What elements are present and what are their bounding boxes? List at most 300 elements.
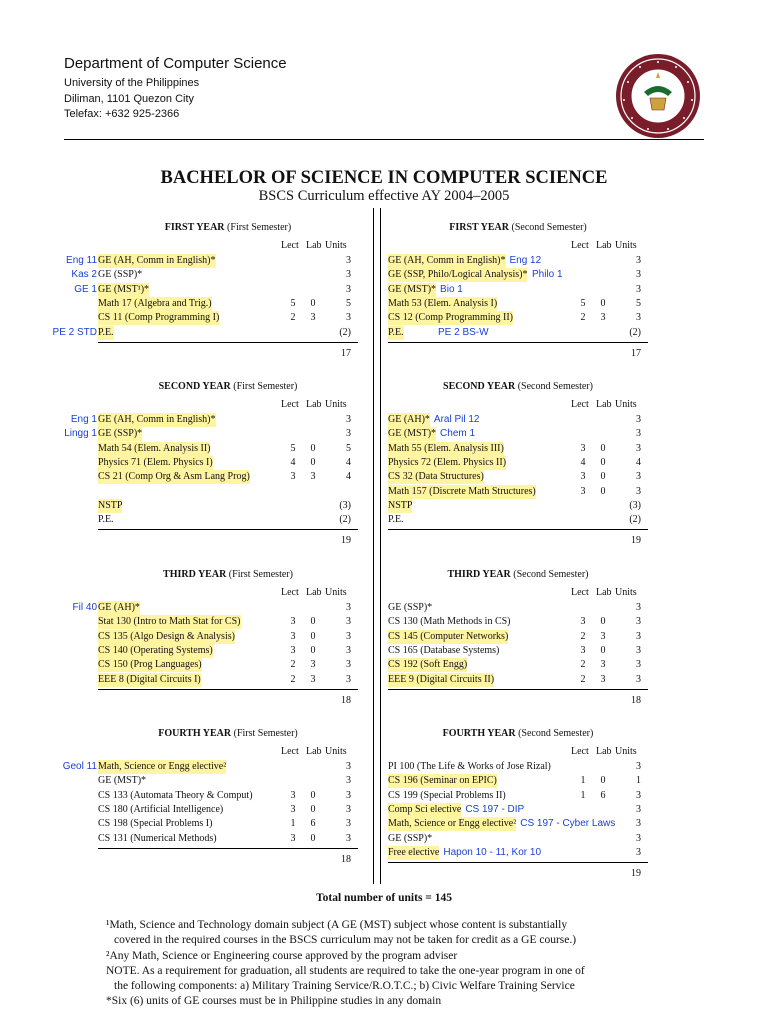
course-units: 3 [346,616,351,628]
course-units: 3 [636,269,641,281]
handwritten-note: Lingg 1 [64,428,97,440]
year-label: SECOND YEAR [443,381,516,392]
lab-hours: 3 [600,659,606,671]
term-label: (Second Semester) [515,381,593,392]
course-units: 3 [636,414,641,425]
semester-total: 18 [341,694,351,706]
term-label: (First Semester) [231,728,298,739]
course-row [388,499,648,513]
handwritten-note: PE 2 BS-W [438,326,489,338]
semester-total-rule [388,342,648,343]
handwritten-note: PE 2 STD [52,326,97,338]
lab-hours: 3 [310,673,316,685]
course-units: (3) [629,499,641,511]
lab-hours: 0 [600,485,606,497]
column-header-lab: Lab [306,587,322,598]
course-units: 5 [346,297,351,309]
course-row [388,470,648,484]
telefax: Telefax: +632 925-2366 [64,108,180,120]
lecture-hours: 4 [580,456,586,468]
course-units: 3 [636,644,641,656]
lab-hours: 0 [310,644,316,656]
course-row [388,774,648,788]
course-name: GE (SSP)* [98,428,143,440]
column-header-lect: Lect [571,399,589,410]
course-row [388,456,648,470]
semester-total: 19 [631,868,641,880]
course-name: CS 32 (Data Structures) [388,471,484,483]
course-units: 3 [636,789,641,801]
course-name: CS 131 (Numerical Methods) [98,832,217,844]
handwritten-note: Eng 11 [66,255,97,266]
course-name: GE (AH)* [98,602,140,613]
course-name: P.E. [98,514,114,526]
course-row [98,311,358,325]
course-row [98,254,358,268]
course-name: CS 192 (Soft Engg) [388,659,468,671]
course-row [388,601,648,615]
footnote-line: NOTE. As a requirement for graduation, all students are required to take the one-year program in one of [106,964,585,977]
course-name: Math 157 (Discrete Math Structures) [388,485,536,497]
column-header-lab: Lab [596,746,612,757]
course-units: 3 [346,255,351,266]
column-header-units: Units [615,746,637,757]
lab-hours: 0 [310,297,316,309]
semester-total: 18 [631,694,641,706]
course-units: 3 [636,442,641,454]
column-header-units: Units [615,240,637,251]
course-row [388,297,648,311]
year-label: FOURTH YEAR [158,728,232,739]
handwritten-note: Aral Pil 12 [433,414,480,425]
course-units: 3 [346,803,351,815]
term-label: (Second Semester) [515,728,594,739]
lab-hours: 0 [600,456,606,468]
handwritten-note: Chem 1 [440,428,476,440]
footnote-line: covered in the required courses in the BSCS curriculum may not be taken for credit as a GE course.) [114,934,577,947]
course-units: 5 [346,442,351,454]
course-units: (3) [339,499,351,511]
lab-hours: 0 [600,775,606,787]
course-name: Physics 71 (Elem. Physics I) [98,456,213,468]
course-units: 3 [636,659,641,671]
handwritten-note: Eng 12 [509,255,542,266]
course-row [388,644,648,658]
course-units: (2) [629,514,641,526]
course-name: P.E. [388,514,404,526]
column-header-lect: Lect [281,746,299,757]
course-row [388,630,648,644]
lab-hours: 3 [310,312,316,324]
course-row [388,513,648,527]
lab-hours: 0 [600,616,606,628]
semester-total-rule [98,689,358,690]
course-name: CS 130 (Math Methods in CS) [388,616,511,628]
course-units: (2) [339,514,351,526]
term-label: (Second Semester) [510,569,589,580]
course-row [98,630,358,644]
course-units: 3 [636,485,641,497]
lecture-hours: 5 [290,297,296,309]
footnote-line: *Six (6) units of GE courses must be in Philippine studies in any domain [106,995,442,1008]
term-label: (First Semester) [226,569,293,580]
course-row [98,456,358,470]
semester-title [98,728,358,739]
lecture-hours: 3 [290,630,296,642]
column-header-lect: Lect [571,587,589,598]
lecture-hours: 2 [290,659,296,671]
course-row [98,601,358,615]
course-name: Math 17 (Algebra and Trig.) [98,297,212,309]
column-header-lect: Lect [281,587,299,598]
course-row [98,442,358,456]
column-header-units: Units [325,587,347,598]
lab-hours: 0 [310,630,316,642]
lecture-hours: 3 [580,616,586,628]
course-row [98,658,358,672]
course-row [388,832,648,846]
semester-total: 19 [341,535,351,547]
handwritten-note: CS 197 - DIP [465,803,525,815]
lab-hours: 6 [600,789,606,801]
course-name: Math, Science or Engg elective² [98,761,227,772]
course-units: 3 [346,602,351,613]
course-row [98,803,358,817]
course-name: Stat 130 (Intro to Math Stat for CS) [98,616,241,628]
course-name: Comp Sci elective [388,803,462,815]
lecture-hours: 3 [290,832,296,844]
university-seal-icon [614,52,702,140]
course-name: P.E. [98,326,114,338]
semester-total: 17 [631,347,641,359]
course-row [388,485,648,499]
column-header-lab: Lab [596,399,612,410]
course-units: 3 [346,283,351,295]
lecture-hours: 1 [580,789,586,801]
course-units: 3 [636,616,641,628]
column-header-lab: Lab [596,587,612,598]
column-header-units: Units [325,746,347,757]
lab-hours: 0 [310,789,316,801]
course-units: 3 [636,428,641,440]
lecture-hours: 3 [290,471,296,483]
course-units: 3 [636,818,641,830]
course-row [388,615,648,629]
course-name: Math 53 (Elem. Analysis I) [388,297,498,309]
course-row [98,413,358,427]
course-row [98,297,358,311]
course-name: GE (AH, Comm in English)* [98,414,216,425]
course-name: PI 100 (The Life & Works of Jose Rizal) [388,761,551,772]
course-units: 3 [636,832,641,844]
year-label: THIRD YEAR [163,569,227,580]
handwritten-note: Fil 40 [72,602,97,613]
semester-total-rule [388,862,648,863]
course-units: 3 [636,283,641,295]
lab-hours: 0 [310,832,316,844]
handwritten-note: Hapon 10 - 11, Kor 10 [443,846,541,858]
course-units: (2) [629,326,641,338]
course-units: 3 [346,312,351,324]
course-row [388,760,648,774]
course-name: CS 150 (Prog Languages) [98,659,202,671]
course-row [388,442,648,456]
course-row [98,427,358,441]
footnote-line: the following components: a) Military Training Service/R.O.T.C.; b) Civic Welfare Training Service [114,980,575,993]
column-header-lab: Lab [306,746,322,757]
course-name: P.E. [388,326,404,338]
course-units: 3 [346,775,351,787]
footnote-line: ²Any Math, Science or Engineering course approved by the program adviser [106,949,458,962]
lecture-hours: 1 [290,818,296,830]
semester-title [98,569,358,580]
semester-total: 19 [631,535,641,547]
course-units: 3 [636,846,641,858]
header-rule [64,139,704,140]
course-row [98,615,358,629]
course-name: CS 12 (Comp Programming II) [388,312,513,324]
lecture-hours: 5 [580,297,586,309]
semester-total: 18 [341,853,351,865]
semester-total: 17 [341,347,351,359]
handwritten-note: Philo 1 [532,269,563,281]
course-row [98,513,358,527]
semester-title [388,728,648,739]
course-row [98,789,358,803]
lab-hours: 3 [600,312,606,324]
lab-hours: 0 [600,297,606,309]
course-units: 4 [346,471,351,483]
column-header-lab: Lab [596,240,612,251]
course-row [98,673,358,687]
term-label: (First Semester) [224,222,292,233]
lecture-hours: 2 [580,312,586,324]
lecture-hours: 3 [290,789,296,801]
course-name: CS 133 (Automata Theory & Comput) [98,789,253,801]
column-header-units: Units [325,399,347,410]
course-row [388,846,648,860]
course-units: 4 [346,456,351,468]
page-title: BACHELOR OF SCIENCE IN COMPUTER SCIENCE [160,168,608,188]
course-units: 3 [636,471,641,483]
lecture-hours: 2 [290,312,296,324]
course-row [98,760,358,774]
course-name: CS 21 (Comp Org & Asm Lang Prog) [98,471,250,483]
lab-hours: 0 [310,442,316,454]
course-name: EEE 8 (Digital Circuits I) [98,673,201,685]
semester-total-rule [98,342,358,343]
lecture-hours: 2 [290,673,296,685]
lecture-hours: 3 [290,803,296,815]
course-name: GE (AH)* [388,414,430,425]
course-units: 3 [346,659,351,671]
handwritten-note: GE 1 [74,283,97,295]
letterhead [64,55,287,123]
semester-total-rule [388,689,648,690]
course-units: 3 [636,255,641,266]
course-row [388,283,648,297]
term-label: (Second Semester) [508,222,587,233]
university-name: University of the Philippines [64,77,200,89]
course-name: GE (AH, Comm in English)* [98,255,216,266]
lecture-hours: 2 [580,673,586,685]
column-header-units: Units [615,399,637,410]
course-units: 3 [346,644,351,656]
semester-title [388,569,648,580]
term-label: (First Semester) [230,381,298,392]
course-units: 3 [636,803,641,815]
column-header-units: Units [615,587,637,598]
lecture-hours: 2 [580,659,586,671]
year-label: FIRST YEAR [449,222,509,233]
course-name: CS 196 (Seminar on EPIC) [388,775,497,787]
lecture-hours: 3 [580,644,586,656]
course-row [98,499,358,513]
lecture-hours: 1 [580,775,586,787]
course-row [388,427,648,441]
course-name: NSTP [388,499,413,511]
lab-hours: 0 [600,644,606,656]
course-units: 3 [346,630,351,642]
course-row [388,326,648,340]
course-name: GE (SSP)* [98,269,143,281]
course-row [98,832,358,846]
semester-title [388,222,648,233]
course-units: 3 [636,630,641,642]
year-label: THIRD YEAR [447,569,511,580]
lab-hours: 0 [310,616,316,628]
course-name: Physics 72 (Elem. Physics II) [388,456,507,468]
semester-total-rule [98,848,358,849]
semester-title [98,381,358,392]
course-name: CS 140 (Operating Systems) [98,644,213,656]
course-units: 3 [636,312,641,324]
course-name: Math 54 (Elem. Analysis II) [98,442,211,454]
course-units: 3 [346,414,351,425]
lab-hours: 3 [600,673,606,685]
course-row [388,413,648,427]
course-name: GE (AH, Comm in English)* [388,255,506,266]
lab-hours: 0 [310,803,316,815]
column-header-lect: Lect [281,399,299,410]
course-name: GE (SSP)* [388,602,433,613]
page-subtitle: BSCS Curriculum effective AY 2004–2005 [258,188,510,204]
lecture-hours: 3 [580,471,586,483]
lecture-hours: 3 [290,616,296,628]
course-row [98,817,358,831]
handwritten-note: Eng 1 [70,414,97,425]
course-row [388,803,648,817]
course-row [388,254,648,268]
course-name: CS 198 (Special Problems I) [98,818,213,830]
course-name: EEE 9 (Digital Circuits II) [388,673,495,685]
course-name: GE (MST)* [388,428,437,440]
course-name: Math 55 (Elem. Analysis III) [388,442,504,454]
course-name: GE (MST)* [98,775,147,787]
lab-hours: 0 [600,471,606,483]
column-divider [373,208,381,884]
course-name: Math, Science or Engg elective² [388,818,517,830]
course-name: GE (SSP)* [388,832,433,844]
course-name: CS 135 (Algo Design & Analysis) [98,630,235,642]
course-name: CS 165 (Database Systems) [388,644,500,656]
lab-hours: 0 [310,456,316,468]
course-row [388,268,648,282]
course-name: GE (MST¹)* [98,283,150,295]
grand-total: Total number of units = 145 [316,892,452,904]
course-units: 3 [636,761,641,772]
course-name: Free elective [388,846,440,858]
course-units: 1 [636,775,641,787]
course-units: 3 [346,761,351,772]
course-row [98,326,358,340]
course-row [388,817,648,831]
semester-total-rule [98,529,358,530]
lecture-hours: 3 [580,485,586,497]
course-units: 3 [346,818,351,830]
course-row [98,644,358,658]
course-row [98,485,358,499]
course-units: 3 [346,789,351,801]
course-name: GE (SSP, Philo/Logical Analysis)* [388,269,528,281]
column-header-units: Units [325,240,347,251]
course-row [388,673,648,687]
lab-hours: 3 [310,659,316,671]
lab-hours: 3 [600,630,606,642]
column-header-lab: Lab [306,399,322,410]
footnotes [106,918,666,1010]
lecture-hours: 5 [290,442,296,454]
year-label: FOURTH YEAR [442,728,516,739]
year-label: FIRST YEAR [164,222,225,233]
handwritten-note: Geol 11 [62,761,97,772]
course-row [98,268,358,282]
course-row [98,283,358,297]
lab-hours: 3 [310,471,316,483]
course-units: 4 [636,456,641,468]
lecture-hours: 2 [580,630,586,642]
lecture-hours: 3 [290,644,296,656]
course-units: 3 [346,269,351,281]
year-label: SECOND YEAR [158,381,231,392]
course-name: CS 199 (Special Problems II) [388,789,506,801]
handwritten-note: Kas 2 [71,269,97,281]
lecture-hours: 3 [580,442,586,454]
course-units: 3 [636,673,641,685]
course-units: 5 [636,297,641,309]
address: Diliman, 1101 Quezon City [64,92,195,105]
course-name: CS 145 (Computer Networks) [388,630,509,642]
course-units: 3 [346,832,351,844]
semester-total-rule [388,529,648,530]
lecture-hours: 4 [290,456,296,468]
course-name: CS 180 (Artificial Intelligence) [98,803,224,815]
course-units: 3 [346,428,351,440]
column-header-lab: Lab [306,240,322,251]
course-row [388,311,648,325]
course-name: CS 11 (Comp Programming I) [98,312,220,324]
course-units: (2) [339,326,351,338]
semester-title [98,222,358,233]
course-row [388,789,648,803]
course-name: GE (MST)* [388,283,437,295]
course-name: NSTP [98,499,123,511]
lab-hours: 6 [310,818,316,830]
column-header-lect: Lect [281,240,299,251]
handwritten-note: CS 197 - Cyber Laws [520,818,616,830]
department-name: Department of Computer Science [64,55,287,72]
column-header-lect: Lect [571,240,589,251]
